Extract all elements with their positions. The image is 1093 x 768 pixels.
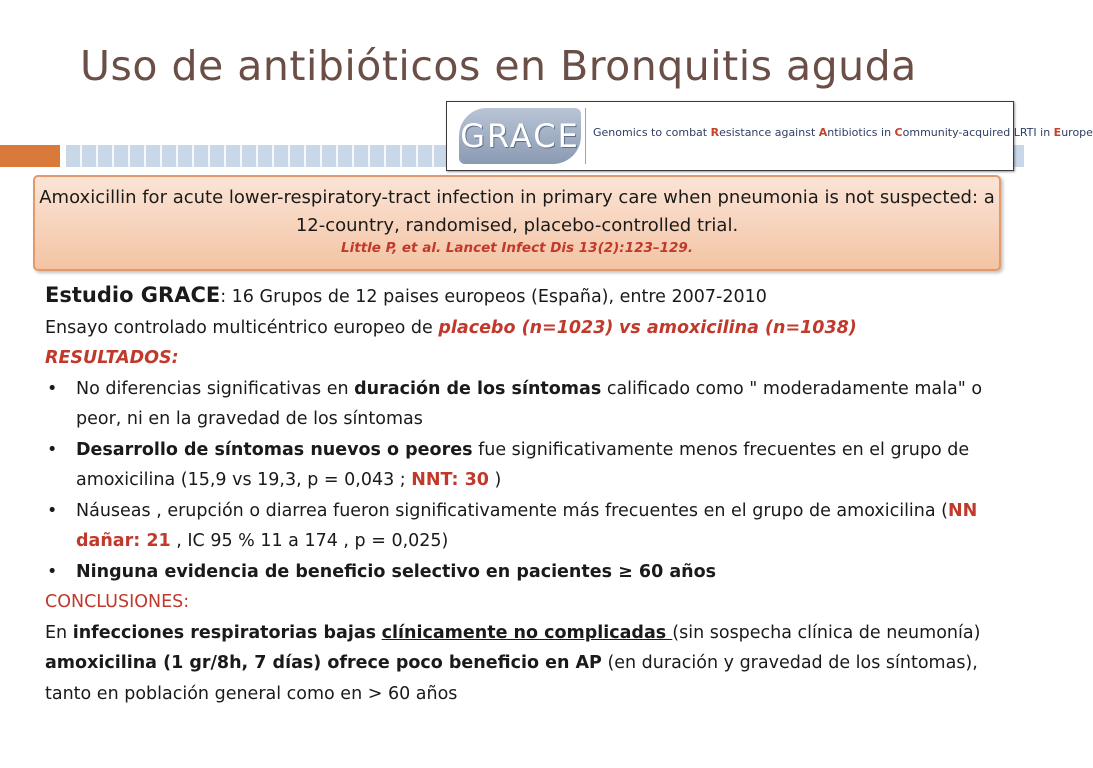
list-item: • Náuseas , erupción o diarrea fueron significativamente más frecuentes en el grupo de amoxicilina (NN dañar: 21 , IC 95 % 11 a 174 , p = 0,025): [45, 496, 985, 557]
list-item: • No diferencias significativas en duración de los síntomas calificado como " moderadamente mala" o peor, ni en la gravedad de los síntomas: [45, 374, 985, 435]
logo-divider: [585, 108, 586, 164]
slide-title: Uso de antibióticos en Bronquitis aguda: [80, 42, 917, 90]
list-item: • Ninguna evidencia de beneficio selectivo en pacientes ≥ 60 años: [45, 557, 985, 588]
reference-callout: [33, 175, 1001, 271]
grace-tagline: Genomics to combat Resistance against Antibiotics in Community-acquired LRTI in Europe: [593, 126, 1093, 139]
grace-logo-mark: [459, 108, 581, 164]
accent-bar-orange: [0, 145, 60, 167]
results-heading: RESULTADOS:: [45, 348, 179, 368]
list-item: • Desarrollo de síntomas nuevos o peores fue significativamente menos frecuentes en el grupo de amoxicilina (15,9 vs 19,3, p = 0,043 ; NNT: 30 ): [45, 435, 985, 496]
conclusions-text: En infecciones respiratorias bajas clínicamente no complicadas (sin sospecha clínica de neumonía) amoxicilina (1 gr/8h, 7 días) ofrece poco beneficio en AP (en duración y gravedad de los síntomas), tanto en población general como en > 60 años: [45, 622, 981, 704]
results-list: [45, 374, 985, 588]
conclusions-heading: CONCLUSIONES:: [45, 592, 190, 612]
trial-line: Ensayo controlado multicéntrico europeo de placebo (n=1023) vs amoxicilina (n=1038): [45, 317, 857, 338]
amoxicillin-group: vs amoxicilina (n=1038): [618, 317, 857, 338]
placebo-group: placebo (n=1023): [438, 317, 614, 338]
nnt-value: NNT: 30: [411, 470, 489, 490]
grace-logo-banner: [446, 101, 1093, 171]
reference-title: Amoxicillin for acute lower-respiratory-tract infection in primary care when pneumonia is not suspected: a 12-country, randomised, placebo-controlled trial.: [39, 187, 995, 236]
slide-body: [45, 280, 985, 709]
study-line: Estudio GRACE: 16 Grupos de 12 paises europeos (España), entre 2007-2010: [45, 283, 767, 307]
nnh-value: NN dañar: 21: [76, 500, 978, 551]
grace-logo-text: GRACE: [460, 117, 580, 155]
study-label: Estudio GRACE: [45, 283, 221, 307]
reference-citation: Little P, et al. Lancet Infect Dis 13(2):123–129.: [341, 240, 693, 256]
